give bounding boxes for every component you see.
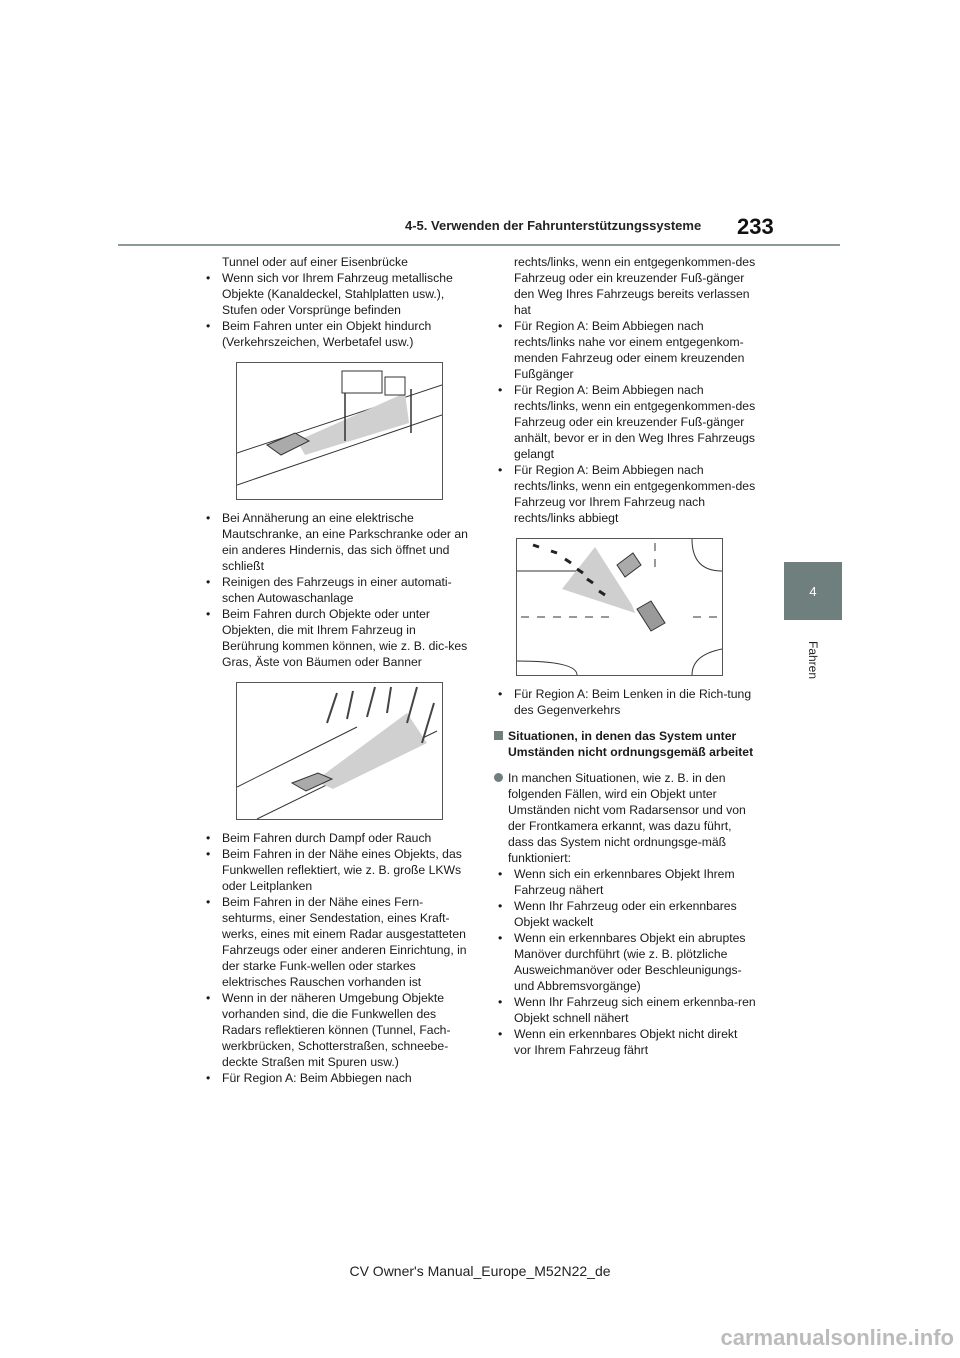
list-item <box>202 606 474 670</box>
footer-text: CV Owner's Manual_Europe_M52N22_de <box>349 1263 611 1279</box>
right-column <box>494 254 756 1058</box>
list-item-text: Wenn Ihr Fahrzeug sich einem erkennba-ren Objekt schnell nähert <box>514 995 756 1025</box>
list-item-text: Bei Annäherung an eine elektrische Mautschranke, an eine Parkschranke oder an ein anderes Hindernis, das sich öffnet und schließt <box>222 511 468 573</box>
square-bullet-icon <box>494 731 503 740</box>
illustration-tall-grass <box>236 682 443 820</box>
continued-text: rechts/links, wenn ein entgegenkommen-des Fahrzeug oder ein kreuzender Fuß-gänger den Weg Ihres Fahrzeugs bereits verlassen hat <box>514 255 756 317</box>
chapter-label <box>790 630 836 690</box>
list-item <box>202 846 474 894</box>
bullet-mark: • <box>206 831 211 845</box>
intersection-drawing <box>517 539 722 675</box>
list-item <box>494 462 756 526</box>
list-item-text: Beim Fahren in der Nähe eines Objekts, das Funkwellen reflektiert, wie z. B. große LKWs oder Leitplanken <box>222 847 462 893</box>
list-item-text: Für Region A: Beim Abbiegen nach rechts/links, wenn ein entgegenkommen-des Fahrzeug oder ein kreuzender Fuß-gänger anhält, bevor er in den Weg Ihres Fahrzeugs gelangt <box>514 383 756 461</box>
bullet-mark: • <box>498 1027 503 1041</box>
list-item <box>202 990 474 1070</box>
list-item-text: Beim Fahren durch Dampf oder Rauch <box>222 831 432 845</box>
bullet-mark: • <box>498 995 503 1009</box>
bullet-mark: • <box>498 899 503 913</box>
bullet-list-b <box>202 510 474 670</box>
list-item-text: Beim Fahren in der Nähe eines Fern-sehturms, einer Sendestation, eines Kraft-werks, eines mit einem Radar ausgestatteten Fahrzeugs oder einer anderen Einrichtung, in der starke Funk-wellen oder starkes elektrisches Rauschen vorhanden ist <box>222 895 467 989</box>
chapter-tab[interactable] <box>784 562 842 620</box>
left-column <box>202 254 474 1086</box>
list-item-text: Für Region A: Beim Abbiegen nach <box>222 1071 412 1085</box>
bullet-mark: • <box>498 931 503 945</box>
intro-paragraph <box>494 770 756 866</box>
bullet-mark: • <box>498 463 503 477</box>
bullet-mark: • <box>206 511 211 525</box>
section-heading <box>494 728 756 760</box>
list-item-text: Für Region A: Beim Abbiegen nach rechts/links nahe vor einem entgegenkom-menden Fahrzeug oder einem kreuzenden Fußgänger <box>514 319 745 381</box>
list-item <box>494 866 756 898</box>
list-item <box>494 930 756 994</box>
list-item-text: Wenn ein erkennbares Objekt nicht direkt vor Ihrem Fahrzeug fährt <box>514 1027 738 1057</box>
bullet-mark: • <box>498 319 503 333</box>
list-item <box>202 318 474 350</box>
bullet-list-a <box>494 318 756 526</box>
list-item-text: Wenn in der näheren Umgebung Objekte vorhanden sind, die die Funkwellen des Radars reflektieren können (Tunnel, Fach-werkbrücken, Schotterstraßen, schneebe-deckte Straßen mit Spuren usw.) <box>222 991 451 1069</box>
bullet-mark: • <box>206 575 211 589</box>
bullet-list-b <box>494 686 756 718</box>
bullet-mark: • <box>206 1071 211 1085</box>
list-item <box>494 994 756 1026</box>
list-item-text: Beim Fahren unter ein Objekt hindurch (Verkehrszeichen, Werbetafel usw.) <box>222 319 432 349</box>
list-item <box>202 1070 474 1086</box>
overhead-sign-drawing <box>237 363 442 499</box>
list-item-text: Wenn sich vor Ihrem Fahrzeug metallische Objekte (Kanaldeckel, Stahlplatten usw.), Stufen oder Vorsprünge befinden <box>222 271 453 317</box>
chapter-number: 4 <box>809 583 817 599</box>
list-item <box>494 1026 756 1058</box>
intro-paragraph-text: In manchen Situationen, wie z. B. in den folgenden Fällen, wird ein Objekt unter Umständen nicht vom Radarsensor und von der Frontkamera erkannt, was dazu führt, dass das System nicht ordnungsge-mäß funktioniert: <box>508 771 746 865</box>
list-item <box>494 686 756 718</box>
bullet-mark: • <box>206 991 211 1005</box>
bullet-mark: • <box>206 895 211 909</box>
tall-grass-drawing <box>237 683 442 819</box>
list-item <box>494 898 756 930</box>
list-item <box>202 270 474 318</box>
list-item <box>202 574 474 606</box>
bullet-list-c <box>494 866 756 1058</box>
list-item-text: Wenn ein erkennbares Objekt ein abruptes Manöver durchführt (wie z. B. plötzliche Ausweichmanöver oder Beschleunigungs-und Abbremsvorgänge) <box>514 931 746 993</box>
section-heading-text: Situationen, in denen das System unter Umständen nicht ordnungsgemäß arbeitet <box>508 729 754 759</box>
list-item <box>494 318 756 382</box>
illustration-overhead-sign <box>236 362 443 500</box>
list-item <box>202 830 474 846</box>
header-divider <box>118 244 840 246</box>
illustration-turning-intersection <box>516 538 723 676</box>
chapter-label-text: Fahren <box>806 640 820 680</box>
bullet-mark: • <box>206 607 211 621</box>
circle-bullet-icon <box>494 773 503 782</box>
watermark: carmanualsonline.info <box>720 1325 954 1350</box>
list-item-text: Für Region A: Beim Abbiegen nach rechts/links, wenn ein entgegenkommen-des Fahrzeug vor Ihrem Fahrzeug nach rechts/links abbiegt <box>514 463 756 525</box>
list-item <box>494 382 756 462</box>
list-item-text: Für Region A: Beim Lenken in die Rich-tung des Gegenverkehrs <box>514 687 752 717</box>
bullet-mark: • <box>498 383 503 397</box>
list-item-text: Wenn Ihr Fahrzeug oder ein erkennbares Objekt wackelt <box>514 899 737 929</box>
list-item-text: Reinigen des Fahrzeugs in einer automati-schen Autowaschanlage <box>222 575 452 605</box>
bullet-mark: • <box>206 319 211 333</box>
list-item-text: Beim Fahren durch Objekte oder unter Objekten, die mit Ihrem Fahrzeug in Berührung kommen können, wie z. B. dic-kes Gras, Äste von Bäumen oder Banner <box>222 607 468 669</box>
list-item <box>202 510 474 574</box>
list-item-text: Wenn sich ein erkennbares Objekt Ihrem Fahrzeug nähert <box>514 867 735 897</box>
continued-text: Tunnel oder auf einer Eisenbrücke <box>222 255 408 269</box>
list-item <box>202 894 474 990</box>
bullet-mark: • <box>498 867 503 881</box>
section-title: 4-5. Verwenden der Fahrunterstützungssysteme <box>405 218 702 233</box>
bullet-list-a <box>202 270 474 350</box>
bullet-mark: • <box>498 687 503 701</box>
bullet-mark: • <box>206 847 211 861</box>
page-number: 233 <box>737 214 774 239</box>
bullet-mark: • <box>206 271 211 285</box>
bullet-list-c <box>202 830 474 1086</box>
